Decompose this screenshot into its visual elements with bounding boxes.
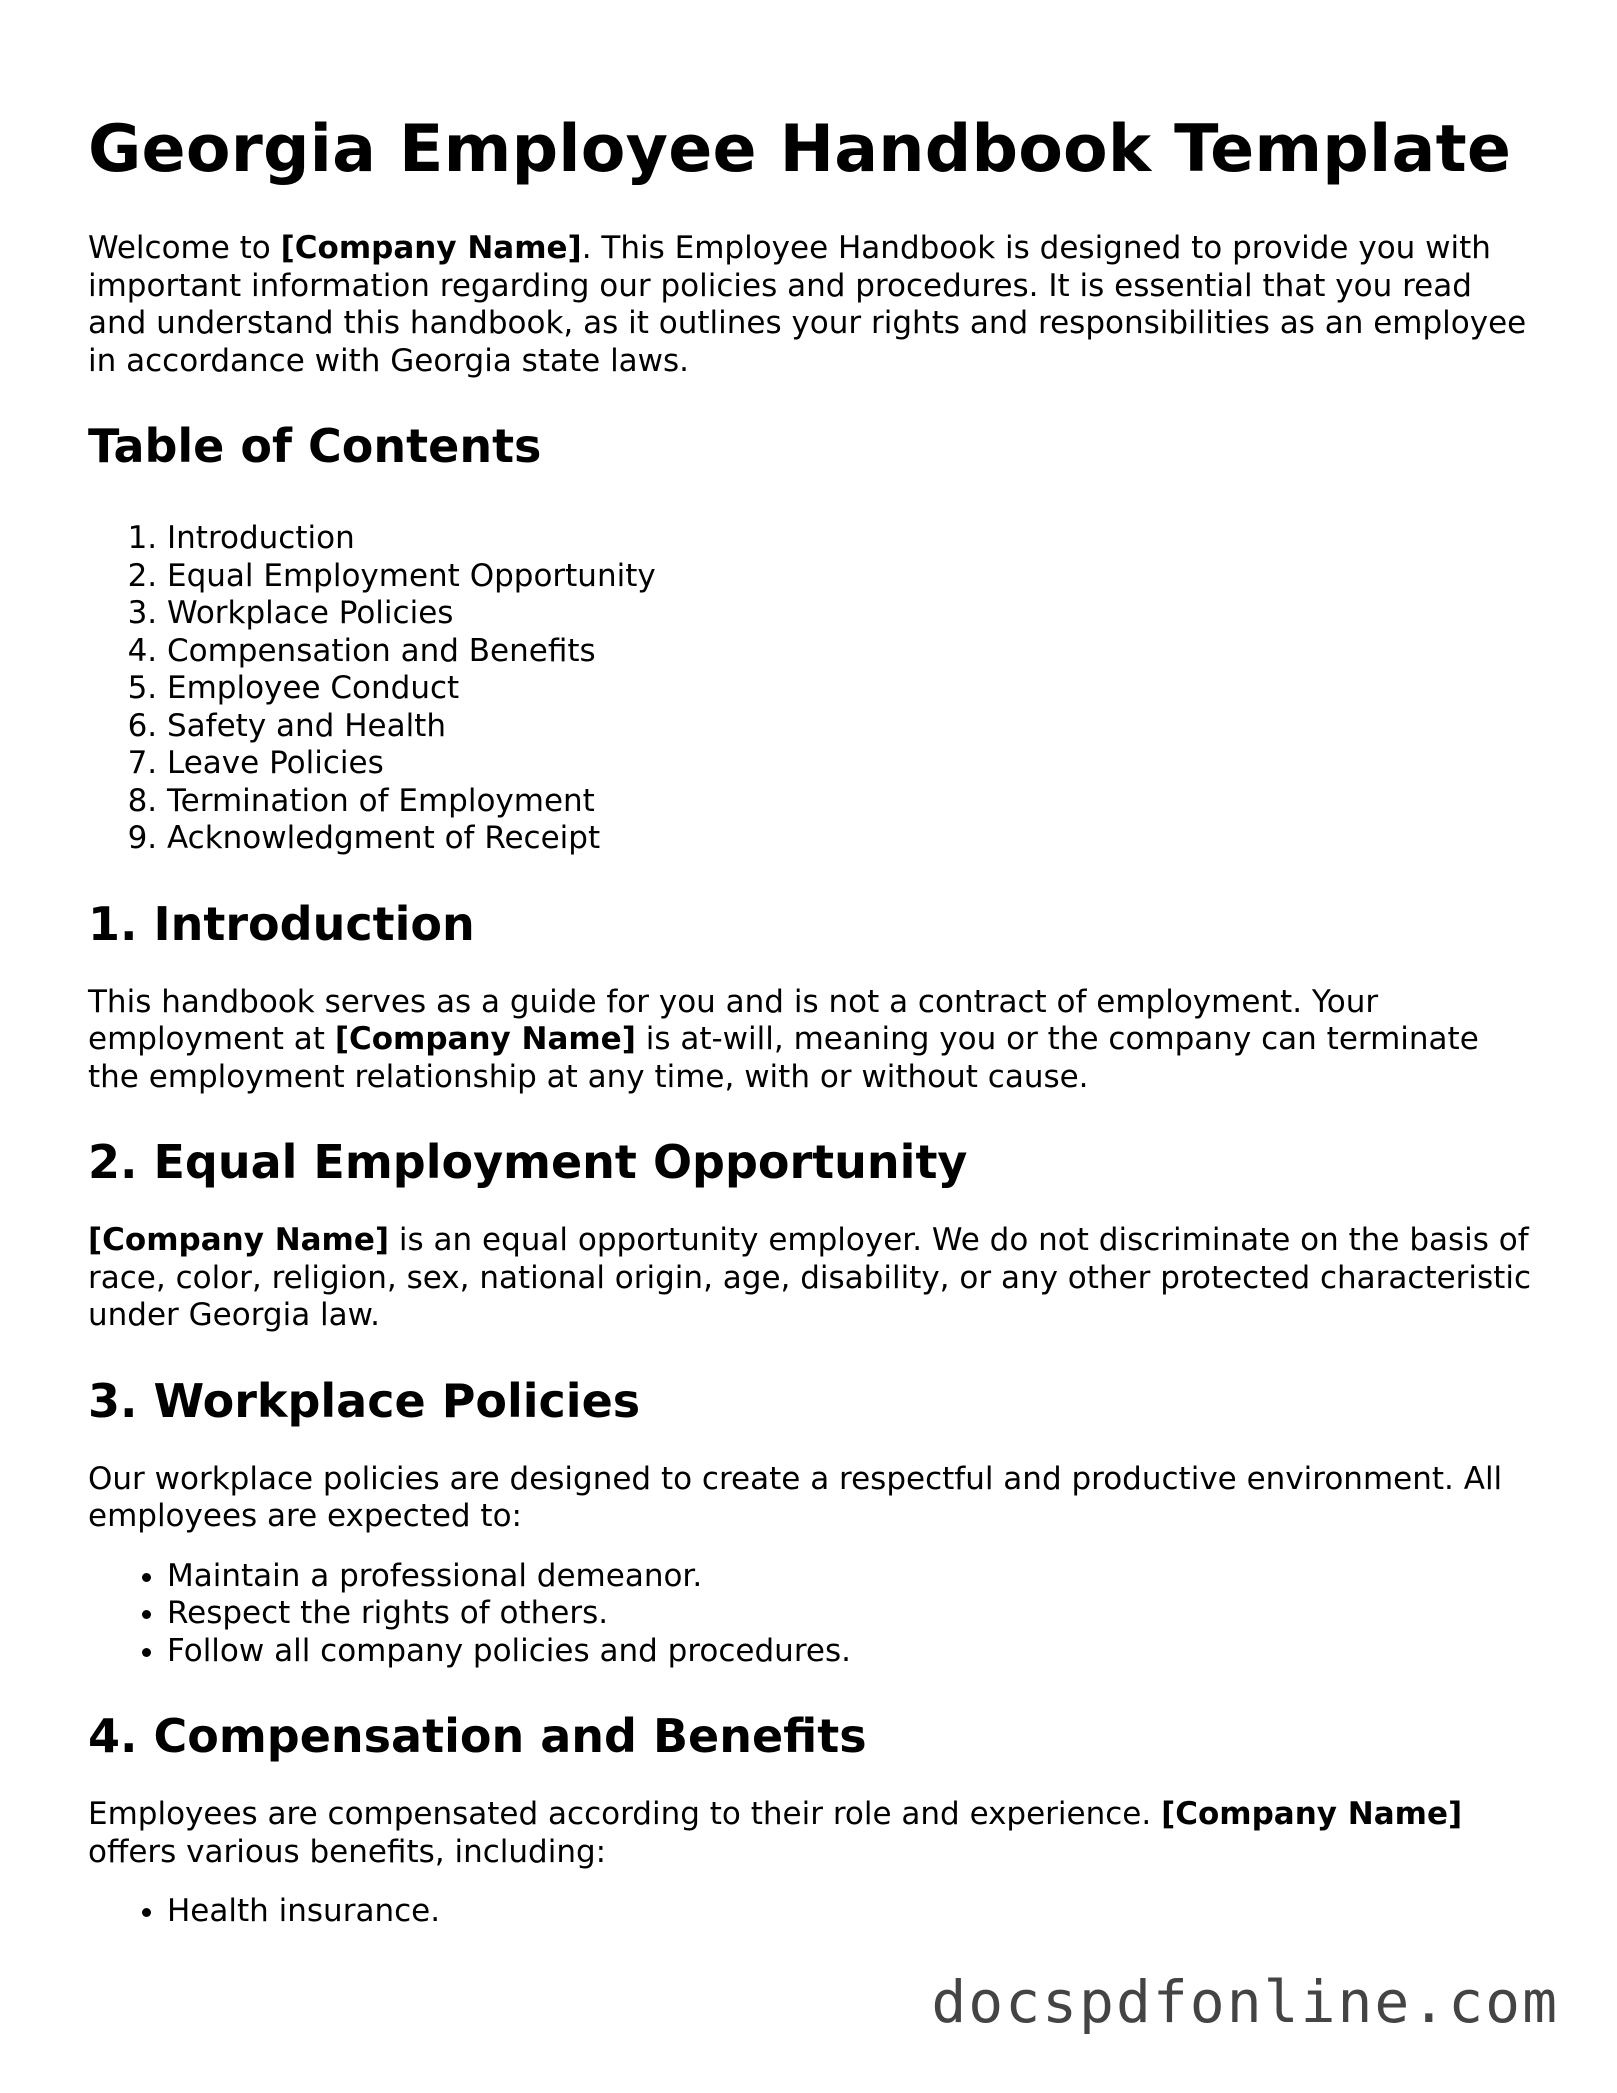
company-name-placeholder: [Company Name] (88, 1222, 390, 1258)
introduction-text-post: is at-will, meaning you or the company can terminate the employment relationship at any time, with or without cause. (88, 1021, 1479, 1095)
section-heading-compensation: 4. Compensation and Benefits (88, 1709, 867, 1763)
intro-text-pre: Welcome to (88, 230, 281, 266)
benefits-list (88, 1893, 1538, 1931)
toc-item: 3. Workplace Policies (167, 595, 1538, 633)
toc-item: 9. Acknowledgment of Receipt (167, 820, 1538, 858)
toc-item: 2. Equal Employment Opportunity (167, 558, 1538, 596)
compensation-text-post: offers various benefits, including: (88, 1833, 607, 1870)
toc-item: 6. Safety and Health (167, 708, 1538, 746)
company-name-placeholder: [Company Name] (280, 230, 582, 266)
compensation-text-pre: Employees are compensated according to their role and experience. (88, 1796, 1162, 1832)
compensation-paragraph (88, 1796, 1538, 1871)
eeo-text: is an equal opportunity employer. We do not discriminate on the basis of race, color, religion, sex, national origin, age, disability, or any other protected characteristic under Georgia law. (88, 1222, 1531, 1333)
section-heading-eeo: 2. Equal Employment Opportunity (88, 1135, 968, 1189)
toc-item: 5. Employee Conduct (167, 670, 1538, 708)
workplace-paragraph: Our workplace policies are designed to create a respectful and productive environment. All employees are expected to: (88, 1460, 1503, 1534)
toc-item: 4. Compensation and Benefits (167, 633, 1538, 671)
company-name-placeholder: [Company Name] (1161, 1796, 1463, 1832)
document-page (88, 108, 1538, 1967)
list-item: • Respect the rights of others. (167, 1595, 1538, 1633)
introduction-text-pre: This handbook serves as a guide for you and is not a contract of employment. Your employment at (88, 983, 1379, 1057)
toc-item: 8. Termination of Employment (167, 783, 1538, 821)
list-item: • Health insurance. (167, 1893, 1538, 1931)
toc-item: 1. Introduction (167, 520, 1538, 558)
document-title: Georgia Employee Handbook Template (88, 112, 1512, 187)
section-heading-introduction: 1. Introduction (88, 896, 475, 951)
company-name-placeholder: [Company Name] (334, 1021, 636, 1057)
list-item: • Follow all company policies and procedures. (167, 1633, 1538, 1671)
toc-item: 7. Leave Policies (167, 745, 1538, 783)
eeo-paragraph (88, 1222, 1538, 1335)
section-heading-workplace: 3. Workplace Policies (88, 1373, 641, 1428)
intro-text-post: . This Employee Handbook is designed to provide you with important information regarding our policies and procedures. It is essential that you read and understand this handbook, as it outlines your rights and responsibilities as an employee in accordance with Georgia state laws. (88, 230, 1527, 379)
workplace-expectations-list (88, 1558, 1538, 1671)
toc-heading: Table of Contents (88, 419, 542, 473)
toc-list (88, 520, 1538, 858)
introduction-paragraph (88, 984, 1538, 1097)
site-watermark: docspdfonline.com (931, 1968, 1559, 2036)
intro-paragraph (88, 230, 1538, 380)
list-item: • Maintain a professional demeanor. (167, 1558, 1538, 1596)
